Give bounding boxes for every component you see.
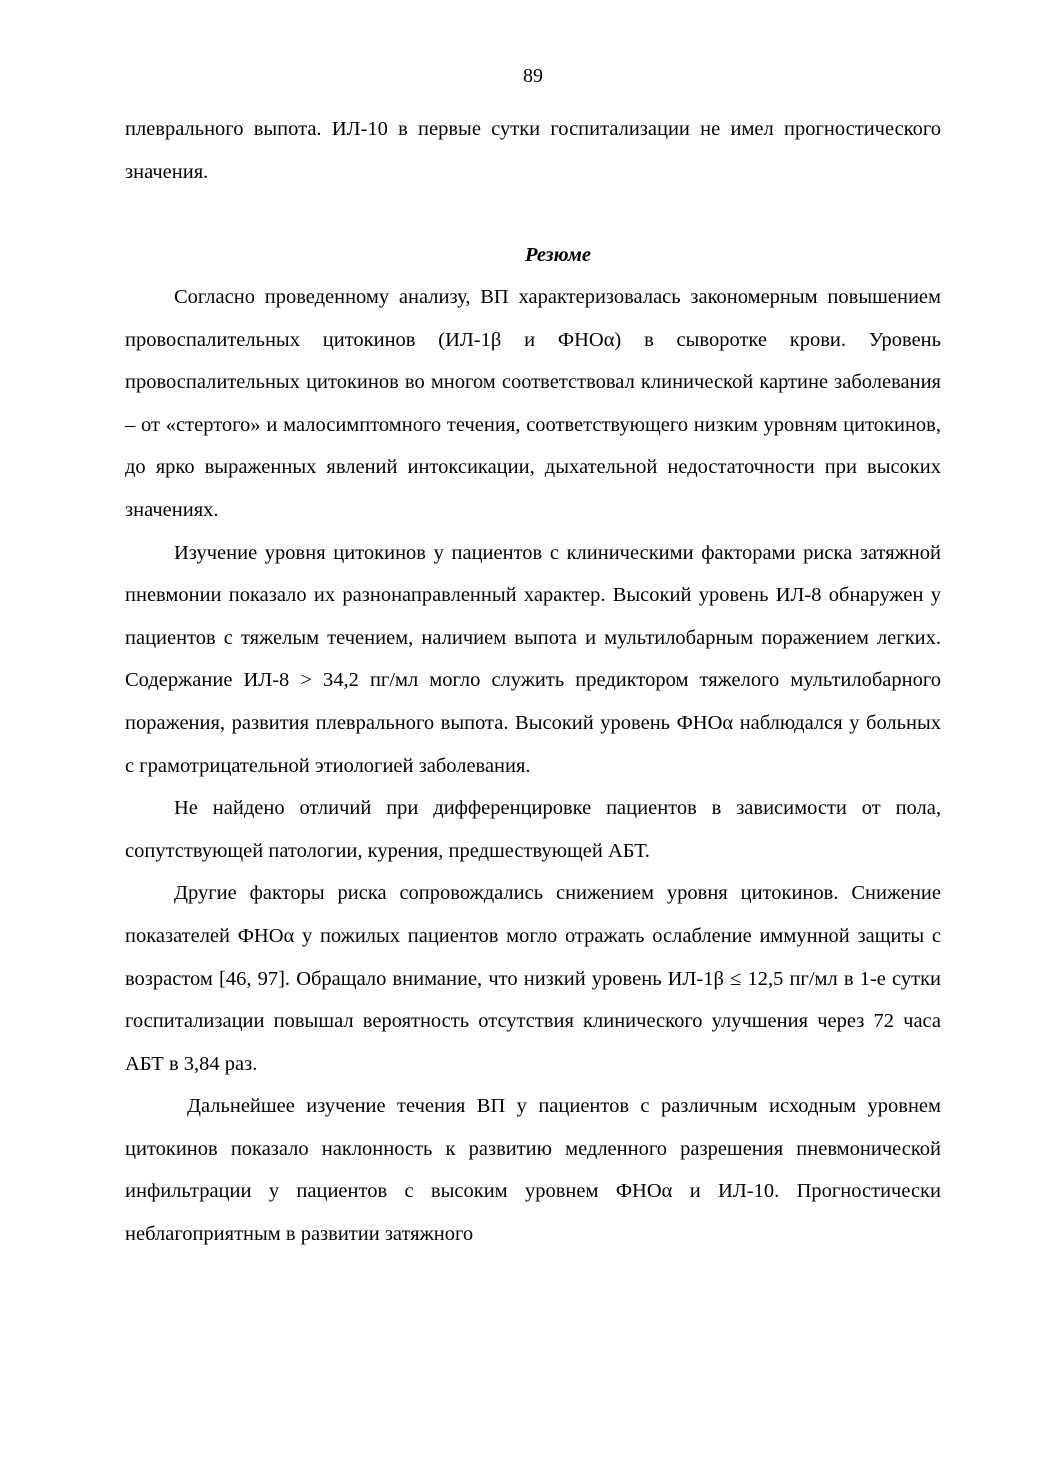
- page-number: 89: [523, 65, 543, 87]
- section-heading: Резюме: [525, 244, 591, 266]
- paragraph-2: Изучение уровня цитокинов у пациентов с клиническими факторами риска затяжной пневмонии показало их разнонаправленный характер. Высокий уровень ИЛ-8 обнаружен у пациентов с тяжелым течением, наличием выпота и мультилобарным поражением легких. Содержание ИЛ-8 > 34,2 пг/мл могло служить предиктором тяжелого мультилобарного поражения, развития плеврального выпота. Высокий уровень ФНОα наблюдался у больных с грамотрицательной этиологией заболевания.: [125, 541, 941, 777]
- paragraph-1: Согласно проведенному анализу, ВП характеризовалась закономерным повышением провоспалительных цитокинов (ИЛ-1β и ФНОα) в сыворотке крови. Уровень провоспалительных цитокинов во многом соответствовал клинической картине заболевания – от «стертого» и малосимптомного течения, соответствующего низким уровням цитокинов, до ярко выраженных явлений интоксикации, дыхательной недостаточности при высоких значениях.: [125, 286, 941, 521]
- paragraph-3: Не найдено отличий при дифференцировке пациентов в зависимости от пола, сопутствующей патологии, курения, предшествующей АБТ.: [125, 797, 941, 862]
- intro-text-block: [125, 108, 941, 193]
- paragraph-5: Дальнейшее изучение течения ВП у пациентов с различным исходным уровнем цитокинов показало наклонность к развитию медленного разрешения пневмонической инфильтрации у пациентов с высоким уровнем ФНОα и ИЛ-10. Прогностически неблагоприятным в развитии затяжного: [125, 1095, 941, 1246]
- paragraph-4: Другие факторы риска сопровождались снижением уровня цитокинов. Снижение показателей ФНОα у пожилых пациентов могло отражать ослабление иммунной защиты с возрастом [46, 97]. Обращало внимание, что низкий уровень ИЛ-1β ≤ 12,5 пг/мл в 1-е сутки госпитализации повышал вероятность отсутствия клинического улучшения через 72 часа АБТ в 3,84 раз.: [125, 882, 941, 1075]
- summary-body: [125, 276, 941, 1256]
- intro-paragraph: плеврального выпота. ИЛ-10 в первые сутки госпитализации не имел прогностического значения.: [125, 118, 941, 183]
